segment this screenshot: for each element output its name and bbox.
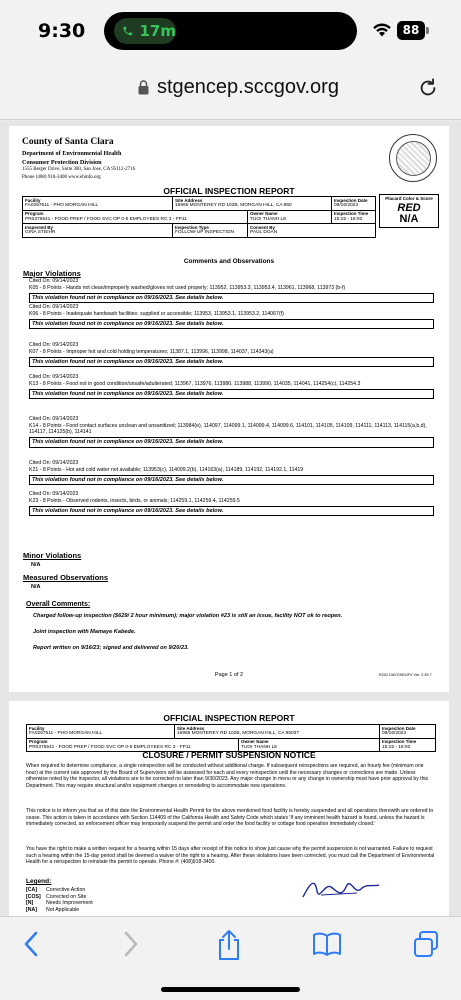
legend-text: Corrective Action — [46, 887, 86, 893]
violation-status: This violation found not in compliance on 09/16/2023. See details below. — [29, 389, 434, 400]
violation-cited-date: Cited On: 09/14/2023 — [29, 460, 79, 466]
facility-value: FA0257511 - PHO MORGAN HILL — [25, 203, 99, 209]
address-bar[interactable] — [0, 62, 461, 120]
page2-time-label: Inspection Time — [382, 739, 417, 745]
page2-site-value: 16965 MONTEREY RD 102B, MORGAN HILL, CA 95037 — [177, 731, 300, 737]
call-timer: 17m — [139, 22, 176, 40]
facility-label: Facility — [25, 197, 41, 203]
division-name: Consumer Protection Division — [22, 158, 102, 166]
facility-info-table — [22, 196, 376, 238]
site-value: 16965 MONTEREY RD 102B, MORGAN HILL, CA 950 — [175, 203, 292, 209]
status-time: 9:30 — [38, 20, 86, 42]
consent-value: PAUL DOAN — [250, 230, 278, 236]
violation-cited-date: Cited On: 09/14/2023 — [29, 304, 79, 310]
violation-cited-date: Cited On: 09/14/2023 — [29, 278, 79, 284]
suspension-paragraph: This notice is to inform you that as of this date the Environmental Health Permit for the above mentioned food facility is hereby suspended and all operations therewith are ordered to cease. This action is taken in accordance with Section 114409 of the California Health and Safety Code which states 'If any imminent health hazard is found, unless the hazard is immediately corrected, an enforcement officer may temporarily suspend the permit and order the food facility or cottage food operation immediately closed.' — [26, 808, 434, 828]
page2-facility-value: FA0257511 - PHO MORGAN HILL — [29, 731, 103, 737]
inspection-type-value: FOLLOW-UP INSPECTION — [175, 230, 234, 236]
report-title: OFFICIAL INSPECTION REPORT — [163, 186, 295, 196]
minor-violations-value: N/A — [31, 562, 41, 568]
violation-item — [29, 374, 434, 399]
page-number: Page 1 of 2 — [214, 672, 244, 678]
lock-icon — [138, 80, 149, 95]
report-page-2 — [9, 701, 449, 916]
agency-phone: Phone (408) 918-3400 www.ehinfo.org — [22, 174, 101, 180]
legend-code: [COS] — [26, 893, 41, 900]
placard-label: Placard Color & Score — [385, 196, 433, 201]
violation-status: This violation found not in compliance on 09/16/2023. See details below. — [29, 357, 434, 368]
page2-owner-value: TUOI THANH LE — [241, 744, 278, 750]
page2-program-value: PR0376541 - FOOD PREP / FOOD SVC OP 0-5 EMPLOYEES RC 3 - FP11 — [29, 744, 191, 750]
program-value: PR0376541 - FOOD PREP / FOOD SVC OP 0-5 EMPLOYEES RC 3 - FP11 — [25, 216, 187, 222]
violation-description: K21 - 8 Points - Hot and cold water not available; 113953(c), 114099.2(b), 114163(a), 114189, 114192, 114192.1, 11419 — [29, 466, 304, 473]
legend-item — [26, 907, 93, 914]
status-bar — [0, 0, 461, 62]
back-icon[interactable] — [20, 929, 44, 959]
closure-notice-title: CLOSURE / PERMIT SUSPENSION NOTICE — [142, 750, 316, 760]
consent-label: Consent By — [250, 224, 276, 230]
page2-program-label: Program — [29, 739, 48, 745]
reinspection-paragraph: When required to determine compliance, a single reinspection will be conducted without additional charge. If subsequent reinspections are required, an hourly fee (minimum one hour) at the current rate approved by the Board of Supervisors will be assessed for each and every reinspection until the necessary changes or corrections are made. Unless otherwise noted by the inspector, all violations are to be corrected no later than 9/30/2023. Any major change in menu or any change in ownership must have prior approval by this Department. This may require structural and/or equipment changes or remodeling to accommodate new operations. — [26, 763, 429, 790]
legend-code: [CA] — [26, 887, 37, 893]
violation-item — [29, 416, 434, 448]
agency-header — [22, 137, 135, 181]
violation-status: This violation found not in compliance on 09/16/2023. See details below. — [29, 437, 434, 448]
violation-cited-date: Cited On: 09/14/2023 — [29, 342, 79, 348]
legend-text: Needs Improvement — [46, 900, 93, 906]
placard-score: N/A — [399, 212, 419, 225]
violation-status: This violation found not in compliance on 09/16/2023. See details below. — [29, 319, 434, 330]
browser-toolbar — [0, 916, 461, 1000]
page2-owner-label: Owner Name — [241, 739, 269, 745]
url-text[interactable]: stgencep.sccgov.org — [157, 76, 339, 98]
form-version: R202 DAYGHEUFV Ver. 2.39.7 — [379, 673, 432, 677]
county-name: County of Santa Clara — [22, 137, 114, 147]
violation-status: This violation found not in compliance on 09/16/2023. See details below. — [29, 293, 434, 304]
minor-violations-title: Minor Violations — [23, 551, 82, 560]
owner-label: Owner Name — [250, 211, 278, 217]
page2-date-label: Inspection Date — [382, 725, 416, 731]
hearing-paragraph: You have the right to make a written request for a hearing within 15 days after receipt of this notice to show just cause why the permit suspension is not warranted. Failure to request such a hearing within the 15-day period shall be deemed a waiver of the right to a hearing. After these violations have been corrected, you must call the Department of Environmental Health for a reinspection to reinstate the permit to operate. Phone #: (408)918-3400. — [26, 846, 435, 866]
overall-comment-1: Charged follow-up inspection ($629/ 2 hour minimum); major violation #23 is still an issue, facility NOT ok to reopen. — [33, 613, 343, 619]
violation-description: K13 - 8 Points - Food not in good condition/unsafe/adulterated; 113967, 113976, 113980, 113988, 113990, 114035, 114041, 114254(c), 114254.3 — [29, 380, 361, 387]
overall-comment-3: Report written on 9/16/23; signed and delivered on 9/20/23. — [33, 645, 189, 651]
legend-code: [N] — [26, 900, 34, 906]
violation-item — [29, 460, 434, 485]
department-name: Department of Environmental Health — [22, 149, 122, 157]
report-page-1 — [9, 126, 449, 692]
reload-icon[interactable] — [417, 77, 439, 99]
violation-description: K06 - 8 Points - Inadequate handwash facilities: supplied or accessible; 113953, 113953.1, 113953.2, 114067(f) — [29, 310, 284, 317]
violation-description: K23 - 8 Points - Observed rodents, insects, birds, or animals; 114259.1, 114259.4, 114259.5 — [29, 497, 240, 504]
document-viewer[interactable] — [0, 121, 461, 916]
page2-time-value: 15:15 - 16:00 — [382, 744, 411, 750]
legend-text: Not Applicable — [46, 906, 80, 913]
page2-facility-table — [26, 724, 436, 752]
date-value: 09/16/2023 — [334, 203, 359, 209]
overall-comments-title: Overall Comments: — [26, 601, 91, 608]
legend-text: Corrected on Site — [46, 893, 87, 900]
placard-color: RED — [397, 201, 421, 214]
signature-icon — [301, 877, 381, 903]
violation-item — [29, 304, 434, 329]
major-violations-title: Major Violations — [23, 269, 81, 278]
comments-title: Comments and Observations — [183, 258, 275, 265]
inspected-by-value: GINA STIEHR — [25, 230, 56, 236]
violation-cited-date: Cited On: 09/14/2023 — [29, 491, 79, 497]
page2-date-value: 09/16/2023 — [382, 731, 407, 737]
violation-cited-date: Cited On: 09/14/2023 — [29, 416, 79, 422]
placard-box — [379, 194, 439, 228]
program-label: Program — [25, 211, 44, 217]
home-indicator[interactable] — [161, 987, 300, 992]
violation-description: K05 - 8 Points - Hands not clean/improperly washed/gloves not used properly; 113952, 113953.3, 113953.4, 113961, 113968, 113973 (b-f) — [29, 284, 346, 291]
battery-tip — [426, 27, 429, 34]
measured-observations-value: N/A — [31, 584, 41, 590]
site-label: Site Address — [175, 197, 203, 203]
call-indicator[interactable] — [114, 18, 176, 44]
violation-item — [29, 491, 434, 516]
overall-comment-2: Joint inspection with Mamaye Kabede. — [33, 629, 136, 635]
forward-icon[interactable] — [118, 929, 142, 959]
page2-facility-label: Facility — [29, 725, 45, 731]
bookmarks-icon[interactable] — [312, 929, 342, 959]
measured-observations-title: Measured Observations — [23, 573, 109, 582]
share-icon[interactable] — [216, 929, 242, 961]
page2-report-title: OFFICIAL INSPECTION REPORT — [163, 713, 295, 723]
violation-description: K14 - 8 Points - Food contact surfaces unclean and unsanitized; 113984(e), 114097, 114099.1, 114099.4, 114099.6, 114101, 114105, 114109, 114111, 114113, 114115(a,b,d), 114117, 114125(b), 114141 — [29, 422, 427, 435]
violation-status: This violation found not in compliance on 09/16/2023. See details below. — [29, 475, 434, 486]
county-seal-icon — [389, 134, 437, 182]
legend-code: [NA] — [26, 906, 37, 913]
time-label: Inspection Time — [334, 211, 369, 217]
legend-list — [26, 887, 93, 913]
phone-icon — [122, 24, 133, 38]
tabs-icon[interactable] — [412, 929, 440, 959]
agency-address: 1555 Berger Drive, Suite 300, San Jose, CA 95112-2716 — [22, 167, 136, 173]
date-label: Inspection Date — [334, 197, 368, 203]
violation-cited-date: Cited On: 09/14/2023 — [29, 374, 79, 380]
dynamic-island[interactable] — [104, 12, 357, 50]
time-value: 15:15 - 16:00 — [334, 216, 363, 222]
page2-site-label: Site Address — [177, 725, 205, 731]
inspected-by-label: Inspected By — [25, 224, 54, 230]
battery-indicator: 88 — [397, 21, 425, 40]
violation-status: This violation found not in compliance on 09/16/2023. See details below. — [29, 506, 434, 517]
violation-item — [29, 342, 434, 367]
violation-description: K07 - 8 Points - Improper hot and cold holding temperatures; 11387.1, 113996, 113998, 114037, 114343(a) — [29, 348, 274, 355]
owner-value: TUOI THANH LE — [250, 216, 287, 222]
violation-item — [29, 278, 434, 303]
inspection-type-label: Inspection Type — [175, 224, 209, 230]
legend-title: Legend: — [26, 878, 52, 885]
wifi-icon — [372, 22, 392, 37]
